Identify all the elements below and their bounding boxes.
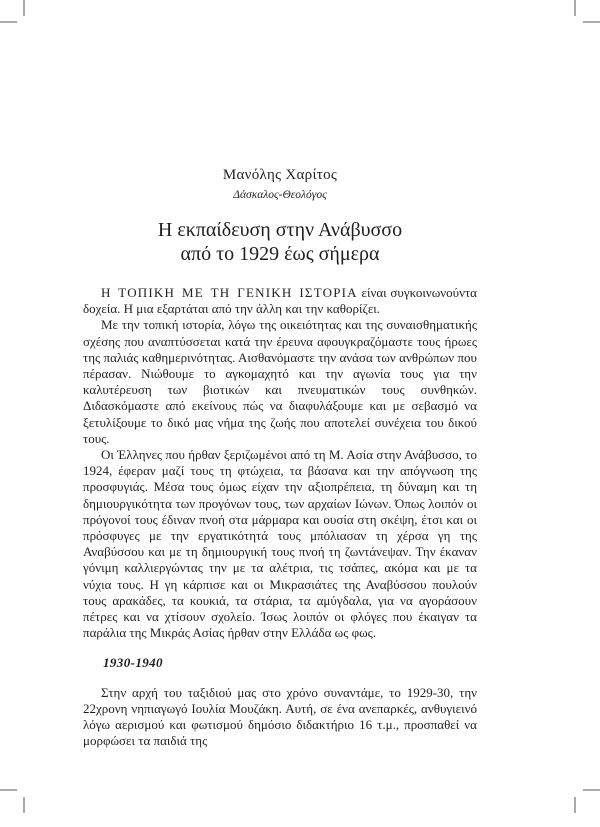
article-title bbox=[83, 219, 477, 266]
author-role: Δάσκαλος-Θεολόγος bbox=[233, 189, 327, 201]
paragraph-intro-rest: είναι συγκοινωνούντα δοχεία. Η μια εξαρτάται από την άλλη και την καθορίζει. bbox=[83, 285, 477, 317]
crop-mark-bottom-right-horizontal bbox=[583, 789, 600, 791]
paragraph-local-history: Με την τοπική ιστορία, λόγω της οικειότητας και της συναισθηματικής σχέσης που αναπτύσσεται κατά την έρευνα αφουγκραζόμαστε τους ήρωες της παλιάς καθημερινότητας. Αισθανόμαστε την ανάσα των ανθρώπων που πέρασαν. Νιώθουμε το αγκομαχητό και την αγωνία τους για την καλυτέρευση των βιοτικών και πνευματικών τους συνθηκών. Διδασκόμαστε από εκείνους πώς να διαφυλάξουμε και με σεβασμό να ξετυλίξουμε το δικό μας νήμα της ζωής που αποτελεί συνέχεια του δικού τους. bbox=[83, 317, 477, 446]
body-text-column bbox=[83, 285, 477, 749]
crop-mark-bottom-right-vertical bbox=[574, 797, 576, 813]
page-header bbox=[83, 166, 477, 279]
crop-mark-bottom-left-vertical bbox=[23, 797, 25, 813]
paragraph-intro bbox=[83, 285, 477, 317]
crop-mark-top-left-vertical bbox=[23, 0, 25, 16]
crop-mark-top-left-horizontal bbox=[0, 21, 17, 23]
paragraph-1929-30: Στην αρχή του ταξιδιού μας στο χρόνο συναντάμε, το 1929-30, την 22χρονη νηπιαγωγό Ιουλία Μουζάκη. Αυτή, σε ένα ανεπαρκές, ανθυγιεινό λόγω αερισμού και φωτισμού δημόσιο διδακτήριο 16 τ.μ., προσπαθεί να μορφώσει τα παιδιά της bbox=[83, 684, 477, 749]
crop-mark-top-right-horizontal bbox=[583, 21, 600, 23]
section-heading-1930-1940: 1930-1940 bbox=[103, 655, 163, 671]
author-name: Μανόλης Χαρίτος bbox=[222, 167, 338, 183]
article-title-line2: από το 1929 έως σήμερα bbox=[180, 242, 380, 265]
paragraph-refugees: Οι Έλληνες που ήρθαν ξεριζωμένοι από τη Μ. Ασία στην Ανάβυσσο, το 1924, έφεραν μαζί τους τη φτώχεια, τα βάσανα και την απόγνωση της προσφυγιάς. Μέσα τους όμως είχαν την αξιοπρέπεια, τη δύναμη και τη δημιουργικότητα των προγόνων τους, των αρχαίων Ιώνων. Όπως λοιπόν οι πρόγονοί τους έδιναν πνοή στα μάρμαρα και ουσία στη σκέψη, έτσι και οι πρόσφυγες με την εργατικότητά τους μπόλιασαν τη χέρσα γη της Αναβύσσου και με τη δημιουργική τους πνοή τη ζωντάνεψαν. Την έκαναν γόνιμη καλλιεργώντας την με τα αλέτρια, τις τσάπες, ακόμα και με τα νύχια τους. Η γη κάρπισε και οι Μικρασιάτες της Αναβύσσου πουλούν τους αρακάδες, τα κουκιά, τα στάρια, τα αμύγδαλα, για να αγοράσουν πέτρες και να χτίσουν σχολείο. Ίσως λοιπόν οι φλόγες που έκαιγαν τα παράλια της Μικράς Ασίας ήρθαν στην Ελλάδα ως φως. bbox=[83, 447, 477, 641]
article-title-line1: Η εκπαίδευση στην Ανάβυσσο bbox=[157, 219, 403, 241]
crop-mark-top-right-vertical bbox=[574, 0, 576, 16]
crop-mark-bottom-left-horizontal bbox=[0, 789, 17, 791]
paragraph-intro-lead-caps: Η ΤΟΠΙΚΗ ΜΕ ΤΗ ΓΕΝΙΚΗ ΙΣΤΟΡΙΑ bbox=[101, 285, 358, 300]
